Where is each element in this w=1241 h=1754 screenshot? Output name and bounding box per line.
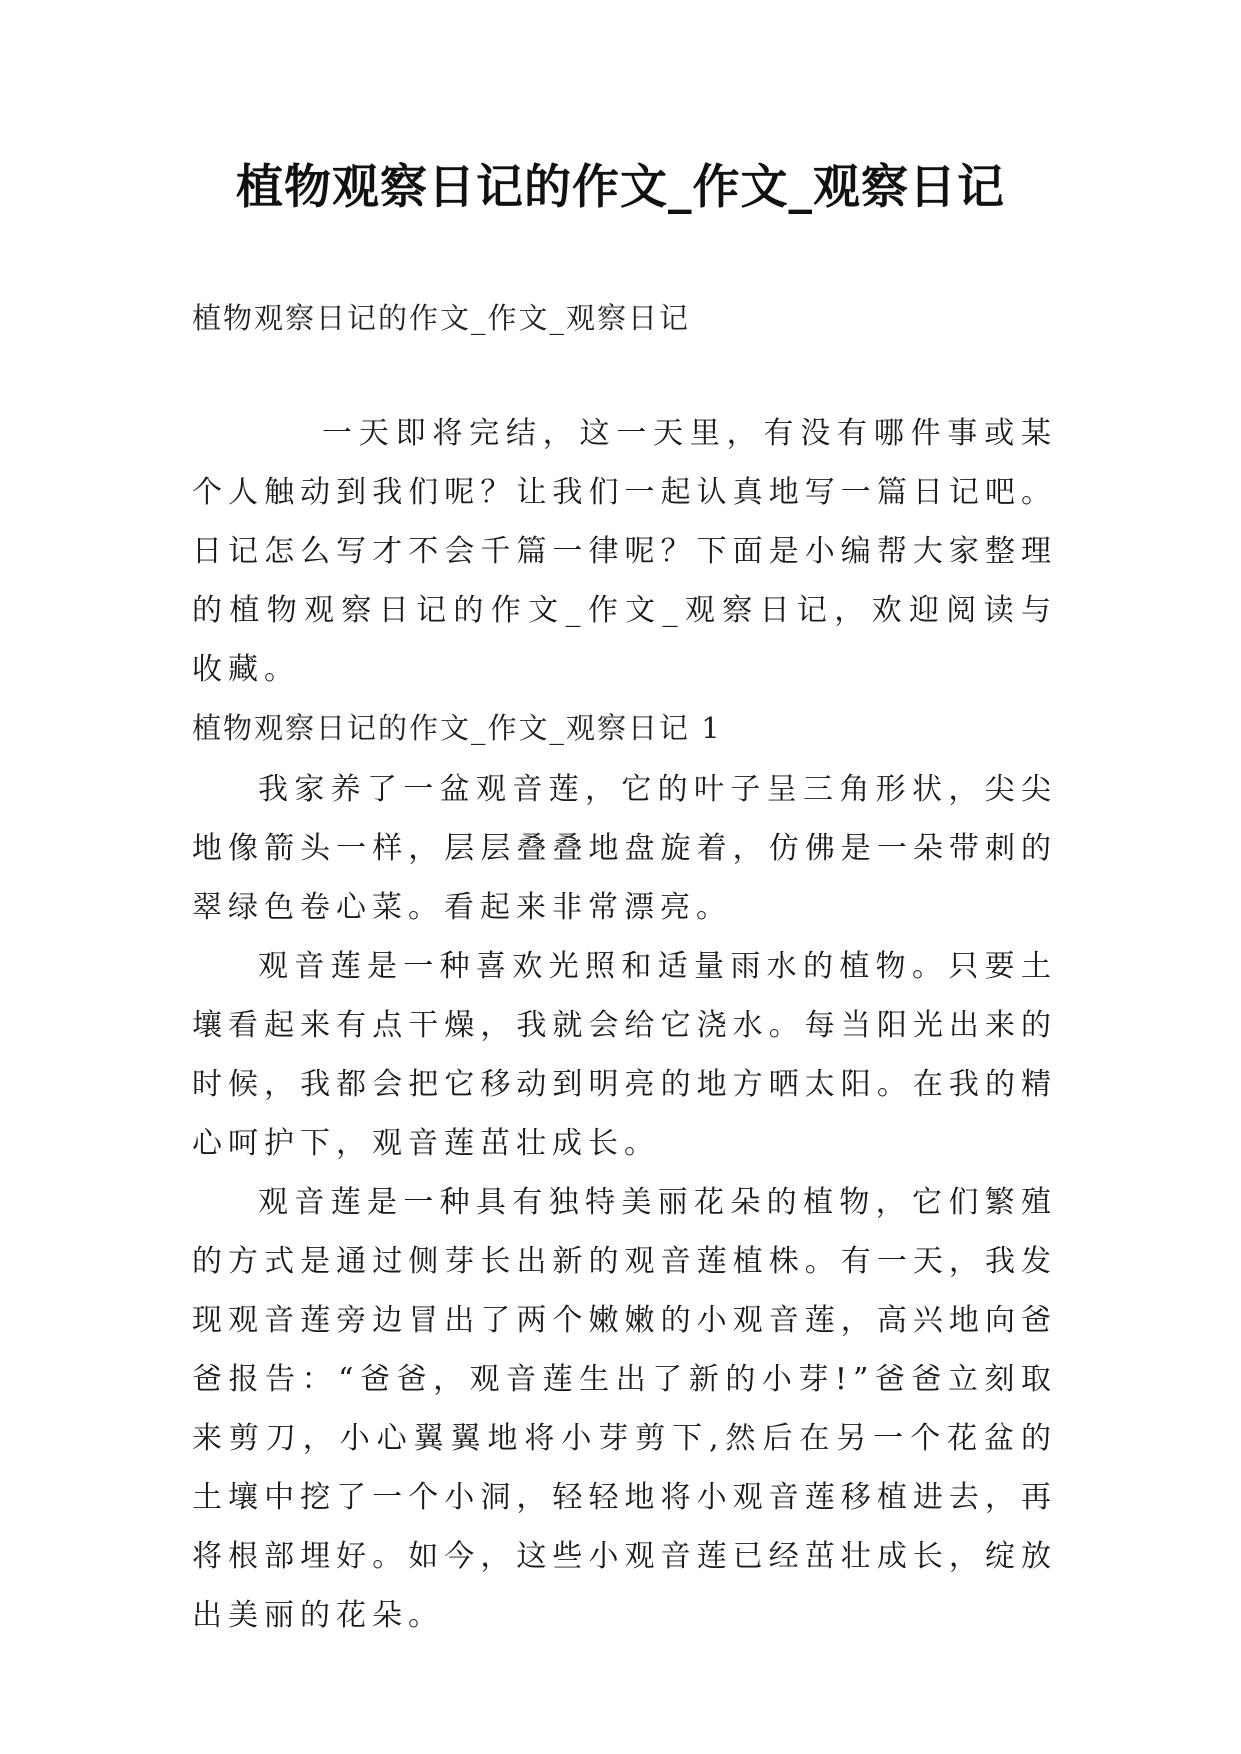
document-title: 植物观察日记的作文_作文_观察日记	[236, 160, 1005, 215]
body-paragraph: 观音莲是一种具有独特美丽花朵的植物，它们繁殖的方式是通过侧芽长出新的观音莲植株。有一天，我发现观音莲旁边冒出了两个嫩嫩的小观音莲，高兴地向爸爸报告：“爸爸，观音莲生出了新的小芽!”爸爸立刻取来剪刀，小心翼翼地将小芽剪下,然后在另一个花盆的土壤中挖了一个小洞，轻轻地将小观音莲移植进去，再将根部埋好。如今，这些小观音莲已经茁壮成长，绽放出美丽的花朵。	[192, 1185, 1057, 1633]
intro-paragraph: 一天即将完结，这一天里，有没有哪件事或某个人触动到我们呢？让我们一起认真地写一篇日记吧。日记怎么写才不会千篇一律呢？下面是小编帮大家整理的植物观察日记的作文_作文_观察日记，欢迎阅读与收藏。	[192, 416, 1057, 687]
body-paragraph: 我家养了一盆观音莲，它的叶子呈三角形状，尖尖地像箭头一样，层层叠叠地盘旋着，仿佛是一朵带刺的翠绿色卷心菜。看起来非常漂亮。	[192, 772, 1057, 925]
document-subtitle: 植物观察日记的作文_作文_观察日记	[192, 301, 691, 335]
body-paragraph: 观音莲是一种喜欢光照和适量雨水的植物。只要土壤看起来有点干燥，我就会给它浇水。每当阳光出来的时候，我都会把它移动到明亮的地方晒太阳。在我的精心呵护下，观音莲茁壮成长。	[192, 949, 1057, 1161]
body-text	[192, 760, 1057, 1645]
section-heading: 植物观察日记的作文_作文_观察日记 1	[192, 711, 722, 745]
